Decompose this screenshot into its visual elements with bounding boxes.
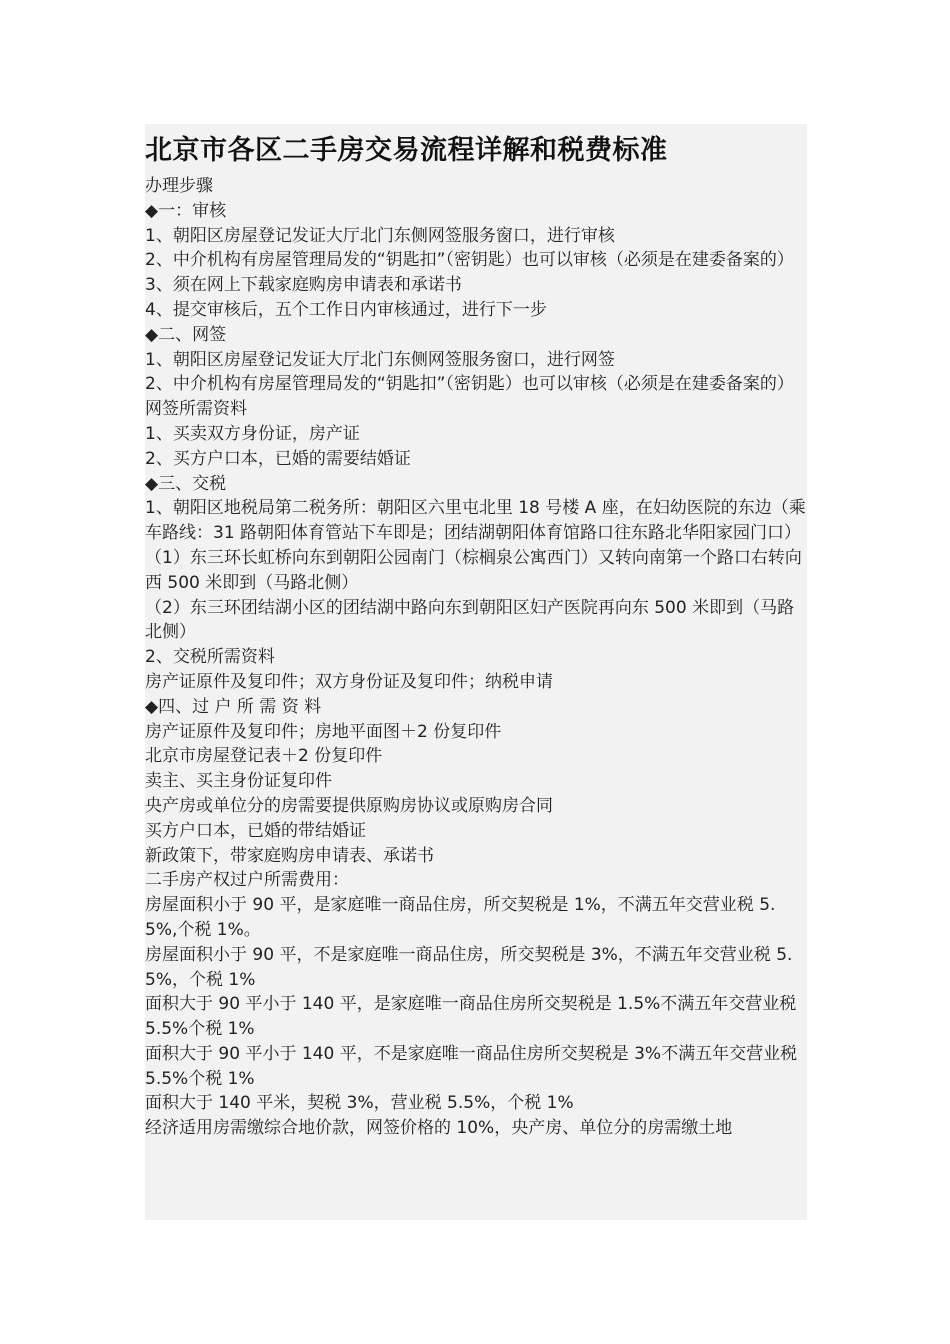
text-line: 2、中介机构有房屋管理局发的“钥匙扣”（密钥匙）也可以审核（必须是在建委备案的） [145, 250, 794, 271]
text-line: 面积大于 90 平小于 140 平，不是家庭唯一商品住房所交契税是 3%不满五年交营业税 5.5%个税 1% [145, 1043, 798, 1089]
text-line: 面积大于 140 平米，契税 3%，营业税 5.5%，个税 1% [145, 1093, 574, 1114]
text-line: 3、须在网上下载家庭购房申请表和承诺书 [145, 275, 462, 296]
section-heading: ◆四、过 户 所 需 资 料 [145, 696, 322, 717]
text-line: 买方户口本，已婚的带结婚证 [145, 820, 366, 841]
text-line: 1、朝阳区地税局第二税务所：朝阳区六里屯北里 18 号楼 A 座，在妇幼医院的东边（乘车路线：31 路朝阳体育管站下车即是；团结湖朝阳体育馆路口往东路北华阳家园门口） [145, 498, 806, 544]
text-line: 面积大于 90 平小于 140 平，是家庭唯一商品住房所交契税是 1.5%不满五年交营业税 5.5%个税 1% [145, 994, 797, 1040]
text-line: 办理步骤 [145, 176, 213, 196]
text-line: （1）东三环长虹桥向东到朝阳公园南门（棕榈泉公寓西门）又转向南第一个路口右转向西 500 米即到（马路北侧） [145, 547, 802, 593]
text-line: 二手房产权过户所需费用： [145, 870, 349, 891]
section-heading: ◆一：审核 [145, 200, 227, 221]
text-line: 1、朝阳区房屋登记发证大厅北门东侧网签服务窗口，进行审核 [145, 225, 615, 246]
document-content [145, 124, 807, 1220]
text-line: 卖主、买主身份证复印件 [145, 771, 332, 792]
text-line: 1、买卖双方身份证，房产证 [145, 423, 360, 444]
text-line: 北京市房屋登记表＋2 份复印件 [145, 746, 383, 767]
text-line: 新政策下，带家庭购房申请表、承诺书 [145, 845, 434, 866]
text-line: 1、朝阳区房屋登记发证大厅北门东侧网签服务窗口，进行网签 [145, 349, 615, 370]
text-line: 4、提交审核后，五个工作日内审核通过，进行下一步 [145, 299, 547, 320]
text-line: 经济适用房需缴综合地价款，网签价格的 10%，央产房、单位分的房需缴土地 [145, 1118, 733, 1139]
document-title: 北京市各区二手房交易流程详解和税费标准 [145, 135, 668, 166]
text-line: 2、中介机构有房屋管理局发的“钥匙扣”（密钥匙）也可以审核（必须是在建委备案的） [145, 374, 794, 395]
text-line: 房产证原件及复印件；双方身份证及复印件；纳税申请 [145, 671, 553, 692]
text-line: 2、买方户口本，已婚的需要结婚证 [145, 448, 411, 469]
section-heading: ◆二、网签 [145, 324, 227, 345]
text-line: 房屋面积小于 90 平，不是家庭唯一商品住房，所交契税是 3%，不满五年交营业税 5.5%，个税 1% [145, 944, 793, 990]
text-line: 央产房或单位分的房需要提供原购房协议或原购房合同 [145, 795, 553, 816]
text-line: 2、交税所需资料 [145, 647, 275, 668]
text-line: 网签所需资料 [145, 399, 247, 420]
text-line: 房产证原件及复印件；房地平面图＋2 份复印件 [145, 721, 502, 742]
text-line: 房屋面积小于 90 平，是家庭唯一商品住房，所交契税是 1%，不满五年交营业税 5.5%,个税 1%。 [145, 895, 776, 940]
text-line: （2）东三环团结湖小区的团结湖中路向东到朝阳区妇产医院再向东 500 米即到（马路北侧） [145, 597, 795, 643]
section-heading: ◆三、交税 [145, 473, 227, 494]
